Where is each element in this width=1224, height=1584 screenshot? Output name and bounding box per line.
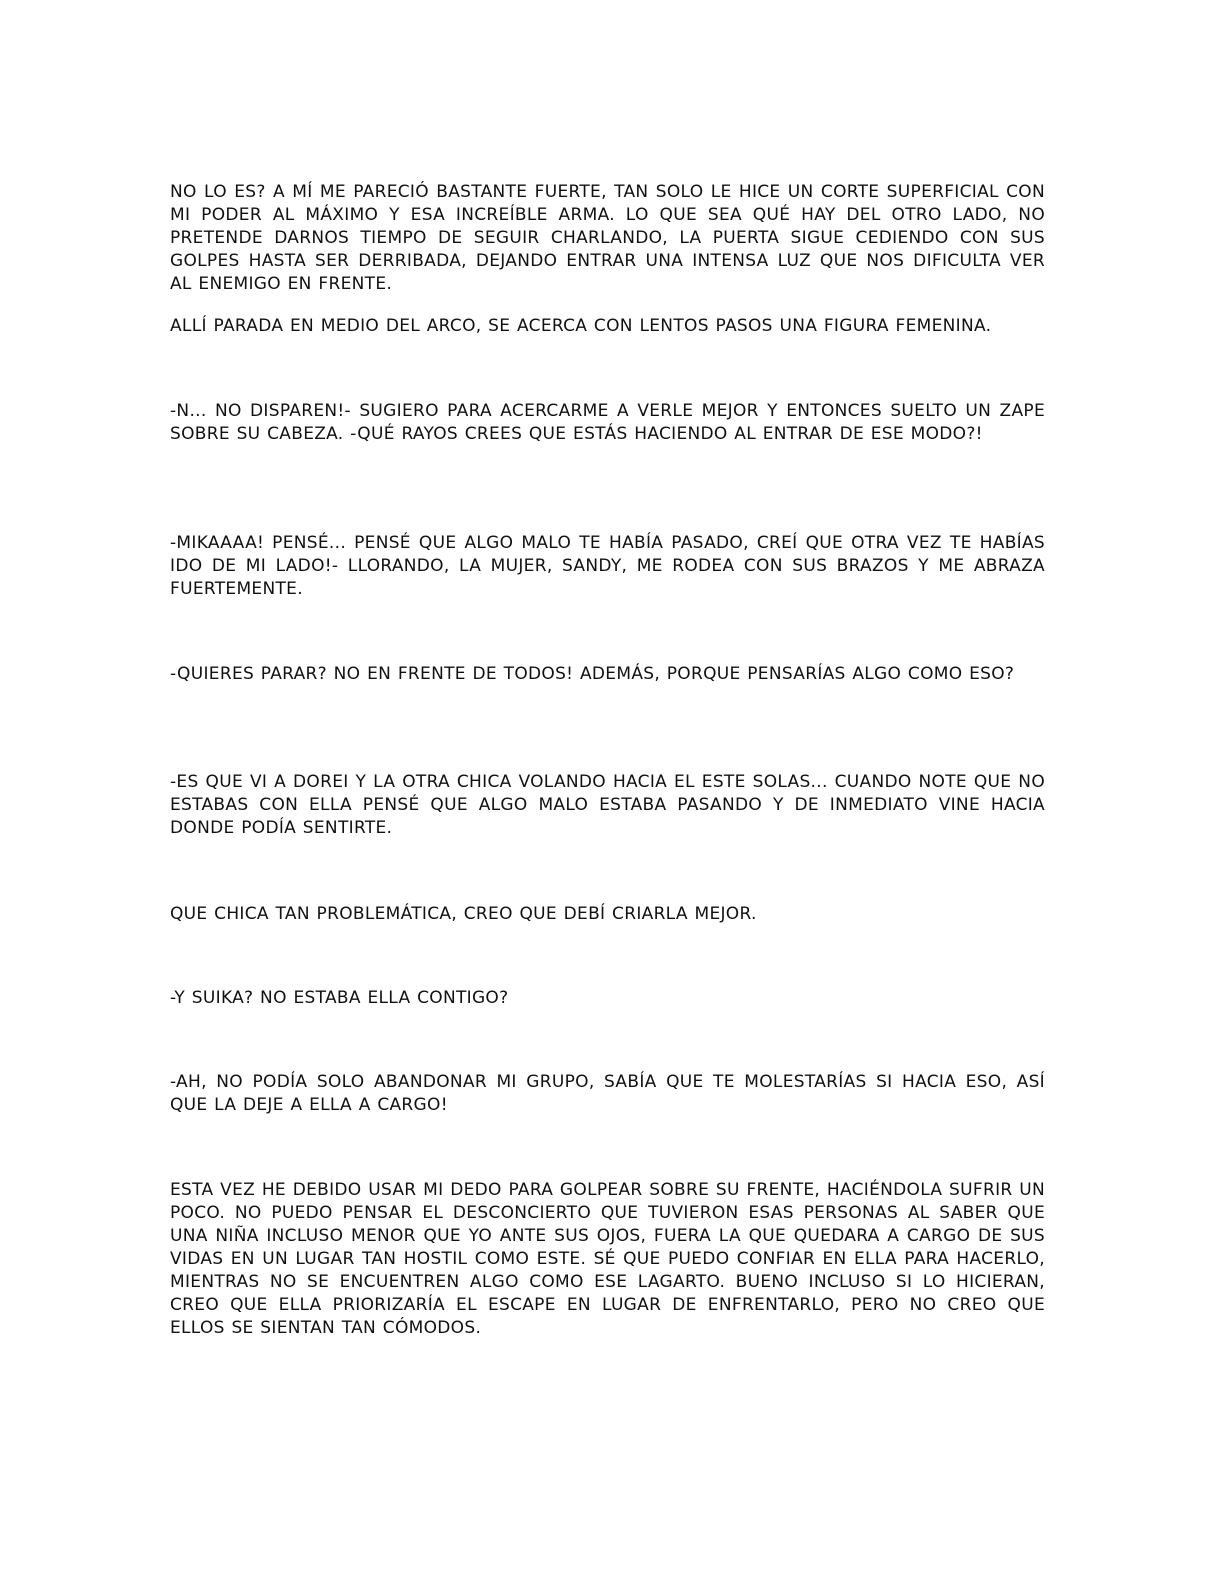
paragraph-1: NO LO ES? A MÍ ME PARECIÓ BASTANTE FUERTE, TAN SOLO LE HICE UN CORTE SUPERFICIAL CON MI PODER AL MÁXIMO Y ESA INCREÍBLE ARMA. LO QUE SEA QUÉ HAY DEL OTRO LADO, NO PRETENDE DARNOS TIEMPO DE SEGUIR CHARLANDO, LA PUERTA SIGUE CEDIENDO CON SUS GOLPES HASTA SER DERRIBADA, DEJANDO ENTRAR UNA INTENSA LUZ QUE NOS DIFICULTA VER AL ENEMIGO EN FRENTE. [170, 182, 1045, 294]
paragraph-10: ESTA VEZ HE DEBIDO USAR MI DEDO PARA GOLPEAR SOBRE SU FRENTE, HACIÉNDOLA SUFRIR UN POCO. NO PUEDO PENSAR EL DESCONCIERTO QUE TUVIERON ESAS PERSONAS AL SABER QUE UNA NIÑA INCLUSO MENOR QUE YO ANTE SUS OJOS, FUERA LA QUE QUEDARA A CARGO DE SUS VIDAS EN UN LUGAR TAN HOSTIL COMO ESTE. SÉ QUE PUEDO CONFIAR EN ELLA PARA HACERLO, MIENTRAS NO SE ENCUENTREN ALGO COMO ESE LAGARTO. BUENO INCLUSO SI LO HICIERAN, CREO QUE ELLA PRIORIZARÍA EL ESCAPE EN LUGAR DE ENFRENTARLO, PERO NO CREO QUE ELLOS SE SIENTAN TAN CÓMODOS. [170, 1180, 1045, 1338]
paragraph-4: -MIKAAAA! PENSÉ... PENSÉ QUE ALGO MALO TE HABÍA PASADO, CREÍ QUE OTRA VEZ TE HABÍAS IDO DE MI LADO!- LLORANDO, LA MUJER, SANDY, ME RODEA CON SUS BRAZOS Y ME ABRAZA FUERTEMENTE. [170, 533, 1045, 599]
paragraph-3: -N... NO DISPAREN!- SUGIERO PARA ACERCARME A VERLE MEJOR Y ENTONCES SUELTO UN ZAPE SOBRE SU CABEZA. -QUÉ RAYOS CREES QUE ESTÁS HACIENDO AL ENTRAR DE ESE MODO?! [170, 401, 1045, 444]
paragraph-5: -QUIERES PARAR? NO EN FRENTE DE TODOS! ADEMÁS, PORQUE PENSARÍAS ALGO COMO ESO? [170, 664, 1015, 684]
paragraph-8: -Y SUIKA? NO ESTABA ELLA CONTIGO? [170, 988, 509, 1008]
paragraph-9: -AH, NO PODÍA SOLO ABANDONAR MI GRUPO, SABÍA QUE TE MOLESTARÍAS SI HACIA ESO, ASÍ QUE LA DEJE A ELLA A CARGO! [170, 1072, 1045, 1115]
paragraph-6: -ES QUE VI A DOREI Y LA OTRA CHICA VOLANDO HACIA EL ESTE SOLAS... CUANDO NOTE QUE NO ESTABAS CON ELLA PENSÉ QUE ALGO MALO ESTABA PASANDO Y DE INMEDIATO VINE HACIA DONDE PODÍA SENTIRTE. [170, 772, 1045, 838]
paragraph-7: QUE CHICA TAN PROBLEMÁTICA, CREO QUE DEBÍ CRIARLA MEJOR. [170, 904, 757, 924]
paragraph-2: ALLÍ PARADA EN MEDIO DEL ARCO, SE ACERCA CON LENTOS PASOS UNA FIGURA FEMENINA. [170, 316, 992, 336]
